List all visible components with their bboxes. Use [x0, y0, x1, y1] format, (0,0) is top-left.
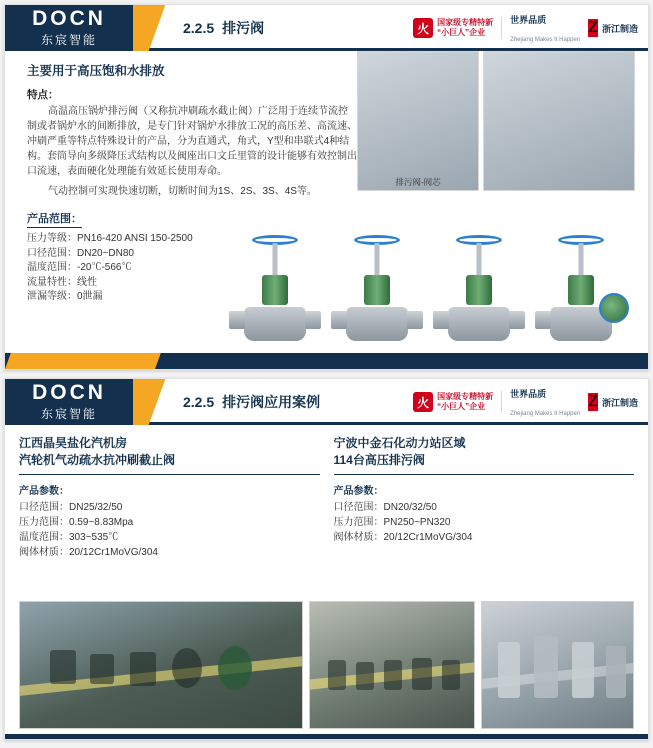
- zhejiang-mark-icon: Z: [588, 393, 598, 410]
- badge-divider: [501, 17, 502, 39]
- gallery-photo-3-content: [482, 602, 633, 728]
- slide2-section-title: 排污阀应用案例: [222, 394, 321, 410]
- flame-icon: 火: [413, 18, 433, 38]
- valve-figure-4-geared: [533, 233, 629, 345]
- slide1-header: [5, 5, 648, 51]
- valve-body: [448, 307, 510, 341]
- badge-award-line2: “小巨人”企业: [437, 28, 486, 37]
- brand-logo-en: DOCN: [32, 6, 106, 30]
- badge-quality-line2: Zhejiang Makes It Happen: [510, 37, 581, 43]
- valve-flange-right: [509, 311, 525, 329]
- case-1-title: [19, 435, 320, 475]
- valve-flange-right: [407, 311, 423, 329]
- photo-pneumatic-valve: [483, 51, 635, 191]
- case-2-params: [334, 482, 635, 545]
- case-2-param-line: 口径范围：DN20/32/50: [333, 502, 437, 513]
- slide2-body: [5, 425, 648, 560]
- slide1-title-block: [157, 5, 413, 51]
- gear-operator-icon: [599, 293, 629, 323]
- badge-divider: [501, 391, 502, 413]
- product-range-line: 温度范围：-20℃-566℃: [27, 262, 132, 273]
- badge-zhejiang-made: [588, 393, 638, 411]
- valve-figure-3: [431, 233, 527, 345]
- badge-world-quality: [510, 384, 580, 420]
- badge-quality-line2: Zhejiang Makes It Happen: [510, 411, 581, 417]
- badge-specialized-enterprise: [413, 18, 493, 38]
- flame-icon: 火: [413, 392, 433, 412]
- slide2-title-block: [157, 379, 413, 425]
- gallery-photo-2-content: [310, 602, 474, 728]
- product-range-line: 压力等级：PN16-420 ANSI 150-2500: [27, 233, 193, 244]
- gallery-photo-3: [481, 601, 634, 729]
- badge-quality-line1: 世界品质: [510, 389, 547, 399]
- brand-logo-en: DOCN: [32, 380, 106, 404]
- valve-flange-left: [331, 311, 347, 329]
- slide-application-cases: [4, 378, 649, 740]
- badge-quality-text: [510, 384, 580, 420]
- case-1-title-line1: 江西晶昊盐化汽机房: [19, 436, 128, 450]
- badge-quality-line1: 世界品质: [510, 15, 547, 25]
- case-2-title: [334, 435, 635, 475]
- valve-flange-right: [305, 311, 321, 329]
- slide1-section-title: 排污阀: [222, 20, 265, 36]
- slide1-footer-band: [5, 353, 648, 369]
- slide-product-overview: [4, 4, 649, 370]
- photo-valve-core-caption: 排污阀-阀芯: [395, 177, 441, 187]
- slide2-section-number: 2.2.5: [183, 394, 215, 410]
- case-2-param-line: 压力范围：PN250~PN320: [333, 517, 451, 528]
- features-label: 特点：: [27, 89, 59, 101]
- valve-flange-left: [433, 311, 449, 329]
- badge-zhejiang-label: 浙江制造: [601, 397, 638, 408]
- case-1-param-line: 口径范围：DN25/32/50: [19, 502, 123, 513]
- feature-paragraph-1: 高温高压锅炉排污阀（又称抗冲刷疏水截止阀）广泛用于连续节流控制或者锅炉水的间断排放，是专门针对锅炉水排放工况的高压差、高流速、冲刷严重等特点特殊设计的产品，分为直通式，角式，Y型和串联式4种结构。套筒导向多级降压式结构以及阀座出口文丘里管的设计能够有效控制出口流速，表面硬化处理能有效延长使用寿命。: [27, 106, 357, 177]
- brand-logo: [5, 5, 133, 51]
- feature-paragraph-2: 气动控制可实现快速切断，切断时间为1S、2S、3S、4S等。: [48, 186, 317, 197]
- slide2-header: [5, 379, 648, 425]
- badge-zhejiang-label: 浙江制造: [601, 23, 638, 34]
- product-range-line: 口径范围：DN20~DN80: [27, 247, 134, 259]
- case-1-params: [19, 482, 320, 560]
- valve-bonnet: [262, 275, 288, 305]
- case-2-title-line2: 114台高压排污阀: [333, 453, 425, 467]
- valve-figure-1: [227, 233, 323, 345]
- badge-quality-text: [510, 10, 580, 46]
- photo-valve-core: [357, 51, 479, 191]
- case-card-2: [334, 435, 635, 560]
- brand-logo-cn: 东宸智能: [40, 406, 97, 421]
- badge-specialized-enterprise: [413, 392, 493, 412]
- case-photo-gallery: [19, 601, 634, 729]
- valve-figure-2: [329, 233, 425, 345]
- valve-stem: [477, 243, 482, 277]
- product-range-line: 泄漏等级：0泄漏: [27, 291, 103, 302]
- badge-award-text: [437, 18, 493, 38]
- header-badges: [413, 5, 648, 51]
- valve-stem: [375, 243, 380, 277]
- valve-bonnet: [568, 275, 594, 305]
- badge-zhejiang-made: [588, 19, 638, 37]
- valve-bonnet: [364, 275, 390, 305]
- gallery-photo-1-content: [20, 602, 302, 728]
- badge-award-line1: 国家级专精特新: [437, 18, 494, 27]
- case-card-1: [19, 435, 320, 560]
- case-1-param-line: 温度范围：303~535℃: [19, 532, 119, 543]
- valve-bonnet: [466, 275, 492, 305]
- badge-world-quality: [510, 10, 580, 46]
- zhejiang-mark-icon: Z: [588, 19, 598, 36]
- case-2-title-line1: 宁波中金石化动力站区域: [333, 436, 466, 450]
- valve-stem: [579, 243, 584, 277]
- case-1-param-line: 压力范围：0.59~8.83Mpa: [19, 517, 134, 528]
- gallery-photo-2: [309, 601, 475, 729]
- case-1-title-line2: 汽轮机气动疏水抗冲刷截止阀: [19, 453, 176, 467]
- brand-logo-cn: 东宸智能: [40, 32, 97, 47]
- slide2-footer-band: [5, 734, 648, 739]
- product-range-line: 流量特性：线性: [27, 276, 97, 288]
- valve-flange-left: [229, 311, 245, 329]
- case-2-params-label: 产品参数：: [333, 486, 384, 497]
- case-1-params-label: 产品参数：: [19, 486, 69, 497]
- case-2-param-line: 阀体材质：20/12Cr1MoVG/304: [333, 532, 473, 543]
- badge-award-line1: 国家级专精特新: [437, 392, 494, 401]
- slide1-heading: 主要用于高压饱和水排放: [27, 64, 165, 78]
- valve-body: [244, 307, 306, 341]
- badge-award-line2: “小巨人”企业: [437, 402, 486, 411]
- brand-logo: [5, 379, 133, 425]
- valve-flange-left: [535, 311, 551, 329]
- gallery-photo-1: [19, 601, 303, 729]
- case-1-param-line: 阀体材质：20/12Cr1MoVG/304: [19, 547, 158, 558]
- badge-award-text: [437, 392, 493, 412]
- valve-illustration-row: [227, 227, 645, 345]
- product-range-title: 产品范围：: [27, 210, 82, 228]
- header-badges: [413, 379, 648, 425]
- slide1-section-number: 2.2.5: [183, 20, 215, 36]
- valve-body: [346, 307, 408, 341]
- valve-stem: [273, 243, 278, 277]
